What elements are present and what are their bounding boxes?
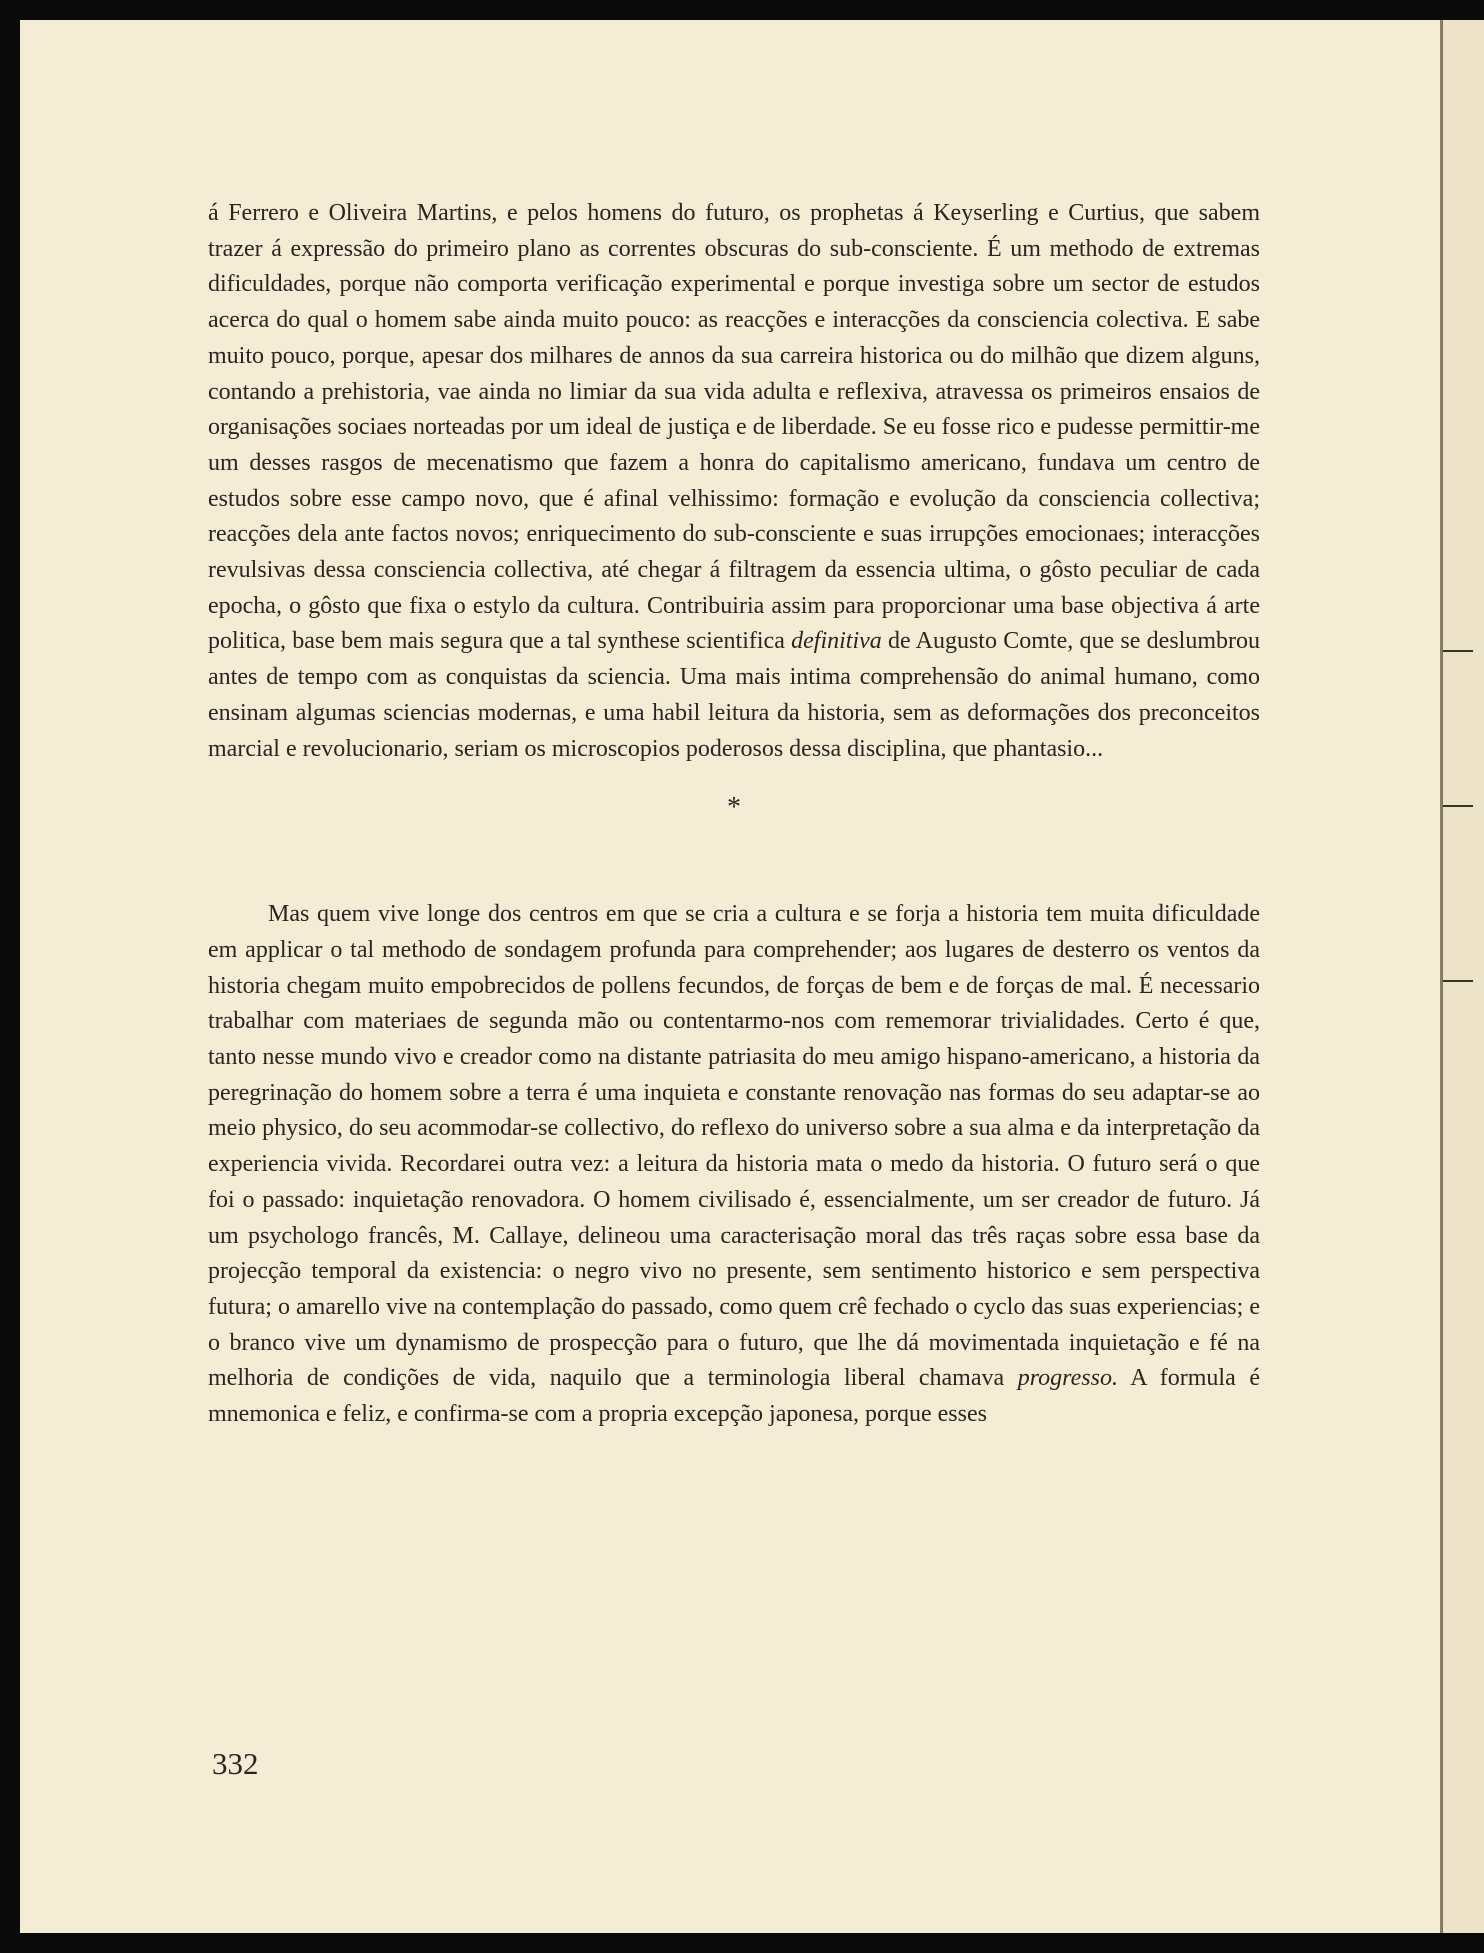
body-text [208, 196, 1260, 1433]
section-separator: * [727, 792, 741, 824]
paragraph-2-end: A formula é mnemonica e feliz, e confirma-se com a propria excepção japonesa, porque esses [208, 1365, 1260, 1428]
paragraph-1 [208, 196, 1260, 767]
paragraph-2 [208, 897, 1260, 1433]
paragraph-2-text: Mas quem vive longe dos centros em que se cria a cultura e se forja a historia tem muita dificuldade em applicar o tal methodo de sondagem profunda para comprehender; aos lugares de desterro os ventos da historia chegam muito empobrecidos de pollens fecundos, de forças de bem e de forças de mal. É necessario trabalhar com materiaes de segunda mão ou contentarmo-nos com rememorar trivialidades. Certo é que, tanto nesse mundo vivo e creador como na distante patriasita do meu amigo hispano-americano, a historia da peregrinação do homem sobre a terra é uma inquieta e constante renovação nas formas do seu adaptar-se ao meio physico, do seu acommodar-se collectivo, do reflexo do universo sobre a sua alma e da interpretação da experiencia vivida. Recordarei outra vez: a leitura da historia mata o medo da historia. O futuro será o que foi o passado: inquietação renovadora. O homem civilisado é, essencialmente, um ser creador de futuro. Já um psychologo francês, M. Callaye, delineou uma caracterisação moral das três raças sobre essa base da projecção temporal da existencia: o negro vivo no presente, sem sentimento historico e sem perspectiva futura; o amarello vive na contemplação do passado, como quem crê fechado o cyclo das suas experiencias; e o branco vive um dynamismo de prospecção para o futuro, que lhe dá movimentada inquietação e fé na melhoria de condições de vida, naquilo que a terminologia liberal chamava [208, 901, 1260, 1392]
paragraph-1-end: de Augusto Comte, que se deslumbrou antes de tempo com as conquistas da sciencia. Uma mais intima comprehensão do animal humano, como ensinam algumas sciencias modernas, e uma habil leitura da historia, sem as deformações dos preconceitos marcial e revolucionario, seriam os microscopios poderosos dessa disciplina, que phantasio... [208, 628, 1260, 762]
page-edge-mark [1443, 805, 1473, 807]
adjacent-page-edge [1442, 20, 1484, 1933]
page-number: 332 [212, 1746, 259, 1781]
paragraph-1-italic: definitiva [791, 628, 882, 655]
page-edge-mark [1443, 650, 1473, 652]
paragraph-2-italic: progresso. [1017, 1365, 1118, 1392]
paragraph-1-text: á Ferrero e Oliveira Martins, e pelos homens do futuro, os prophetas á Keyserling e Curtius, que sabem trazer á expressão do primeiro plano as correntes obscuras do sub-consciente. É um methodo de extremas dificuldades, porque não comporta verificação experimental e porque investiga sobre um sector de estudos acerca do qual o homem sabe ainda muito pouco: as reacções e interacções da consciencia colectiva. E sabe muito pouco, porque, apesar dos milhares de annos da sua carreira historica ou do milhão que dizem alguns, contando a prehistoria, vae ainda no limiar da sua vida adulta e reflexiva, atravessa os primeiros ensaios de organisações sociaes norteadas por um ideal de justiça e de liberdade. Se eu fosse rico e pudesse permittir-me um desses rasgos de mecenatismo que fazem a honra do capitalismo americano, fundava um centro de estudos sobre esse campo novo, que é afinal velhissimo: formação e evolução da consciencia collectiva; reacções dela ante factos novos; enriquecimento do sub-consciente e suas irrupções emocionaes; interacções revulsivas dessa consciencia collectiva, até chegar á filtragem da essencia ultima, o gôsto peculiar de cada epocha, o gôsto que fixa o estylo da cultura. Contribuiria assim para proporcionar uma base objectiva á arte politica, base bem mais segura que a tal synthese scientifica [208, 200, 1260, 655]
page-edge-mark [1443, 980, 1473, 982]
